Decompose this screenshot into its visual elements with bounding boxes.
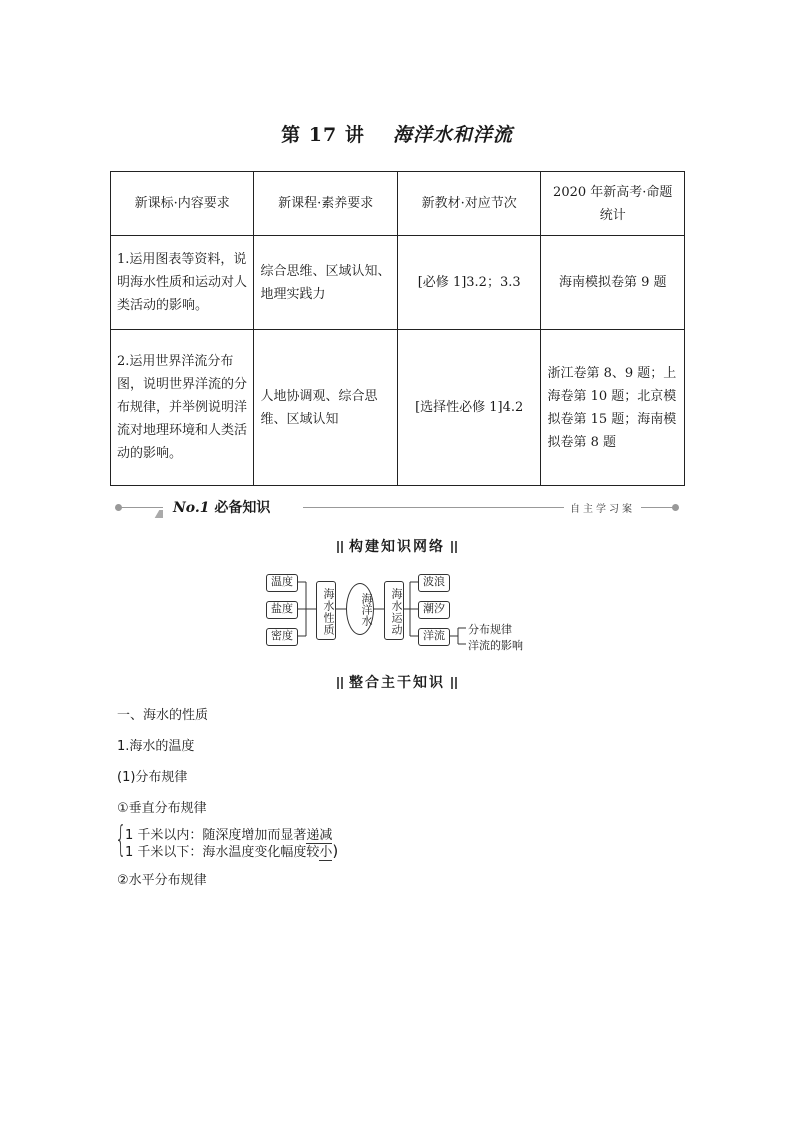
heading-text: 构建知识网络	[349, 539, 445, 555]
section-heading	[0, 672, 794, 692]
banner-number: No.1	[173, 500, 210, 516]
table-cell: [选择性必修 1]4.2	[397, 330, 541, 486]
table-cell: 1.运用图表等资料，说明海水性质和运动对人类活动的影响。	[111, 236, 254, 330]
table-row	[111, 330, 685, 486]
network-node-density: 密度	[266, 628, 298, 646]
heading-bar	[337, 677, 343, 689]
section-banner	[117, 497, 677, 519]
network-node-tides: 潮汐	[418, 601, 450, 619]
banner-label: 必备知识	[214, 500, 271, 516]
requirements-table	[110, 171, 685, 486]
table-header-row	[111, 172, 685, 236]
heading-bar	[451, 541, 457, 553]
table-header: 2020 年新高考·命题统计	[541, 172, 685, 236]
banner-tab	[163, 497, 303, 519]
fill-answer: 递减	[306, 828, 333, 843]
page-title	[0, 120, 794, 147]
heading-text: 整合主干知识	[349, 675, 445, 691]
network-node-salinity: 盐度	[266, 601, 298, 619]
network-node-temperature: 温度	[266, 574, 298, 592]
table-cell: 综合思维、区域认知、地理实践力	[254, 236, 397, 330]
point-heading: ②水平分布规律	[117, 873, 207, 888]
heading-bar	[337, 541, 343, 553]
network-node-seawater-motion: 海水运动	[384, 581, 404, 640]
brace-row-text: 1 千米以内：随深度增加而显著	[125, 828, 307, 843]
point-heading: ①垂直分布规律	[117, 801, 207, 816]
lecture-number: 第 17 讲	[281, 124, 365, 146]
banner-right-label: 自主学习案	[564, 500, 641, 515]
banner-dot	[115, 504, 122, 511]
item-heading: 1.海水的温度	[117, 739, 195, 754]
table-row	[111, 236, 685, 330]
table-cell: [必修 1]3.2；3.3	[397, 236, 541, 330]
fill-answer: 小	[319, 845, 333, 860]
lecture-topic: 海洋水和洋流	[392, 124, 513, 146]
section-heading-seawater-properties: 一、海水的性质	[117, 708, 209, 723]
network-leaf-influence: 洋流的影响	[468, 639, 523, 652]
network-leaf-distribution: 分布规律	[468, 623, 512, 636]
section-heading	[0, 536, 794, 556]
table-header: 新课程·素养要求	[254, 172, 397, 236]
brace-row	[125, 841, 338, 860]
banner-dot	[672, 504, 679, 511]
network-node-waves: 波浪	[418, 574, 450, 592]
knowledge-network-diagram	[262, 570, 552, 652]
network-node-seawater-properties: 海水性质	[316, 581, 336, 640]
brace-row-text: 1 千米以下：海水温度变化幅度较	[125, 845, 320, 860]
table-cell: 浙江卷第 8、9 题；上海卷第 10 题；北京模拟卷第 15 题；海南模拟卷第 8 题	[541, 330, 685, 486]
sub-heading: (1)分布规律	[117, 770, 188, 785]
table-header: 新教材·对应节次	[397, 172, 541, 236]
table-cell: 海南模拟卷第 9 题	[541, 236, 685, 330]
table-header: 新课标·内容要求	[111, 172, 254, 236]
network-node-ocean-water: 海洋水	[346, 583, 374, 635]
network-node-currents: 洋流	[418, 628, 450, 646]
table-cell: 2.运用世界洋流分布图，说明世界洋流的分布规律，并举例说明洋流对地理环境和人类活动的影响。	[111, 330, 254, 486]
heading-bar	[451, 677, 457, 689]
table-cell: 人地协调观、综合思维、区域认知	[254, 330, 397, 486]
brace-icon: {	[115, 819, 127, 860]
closing-paren: )	[332, 842, 339, 860]
